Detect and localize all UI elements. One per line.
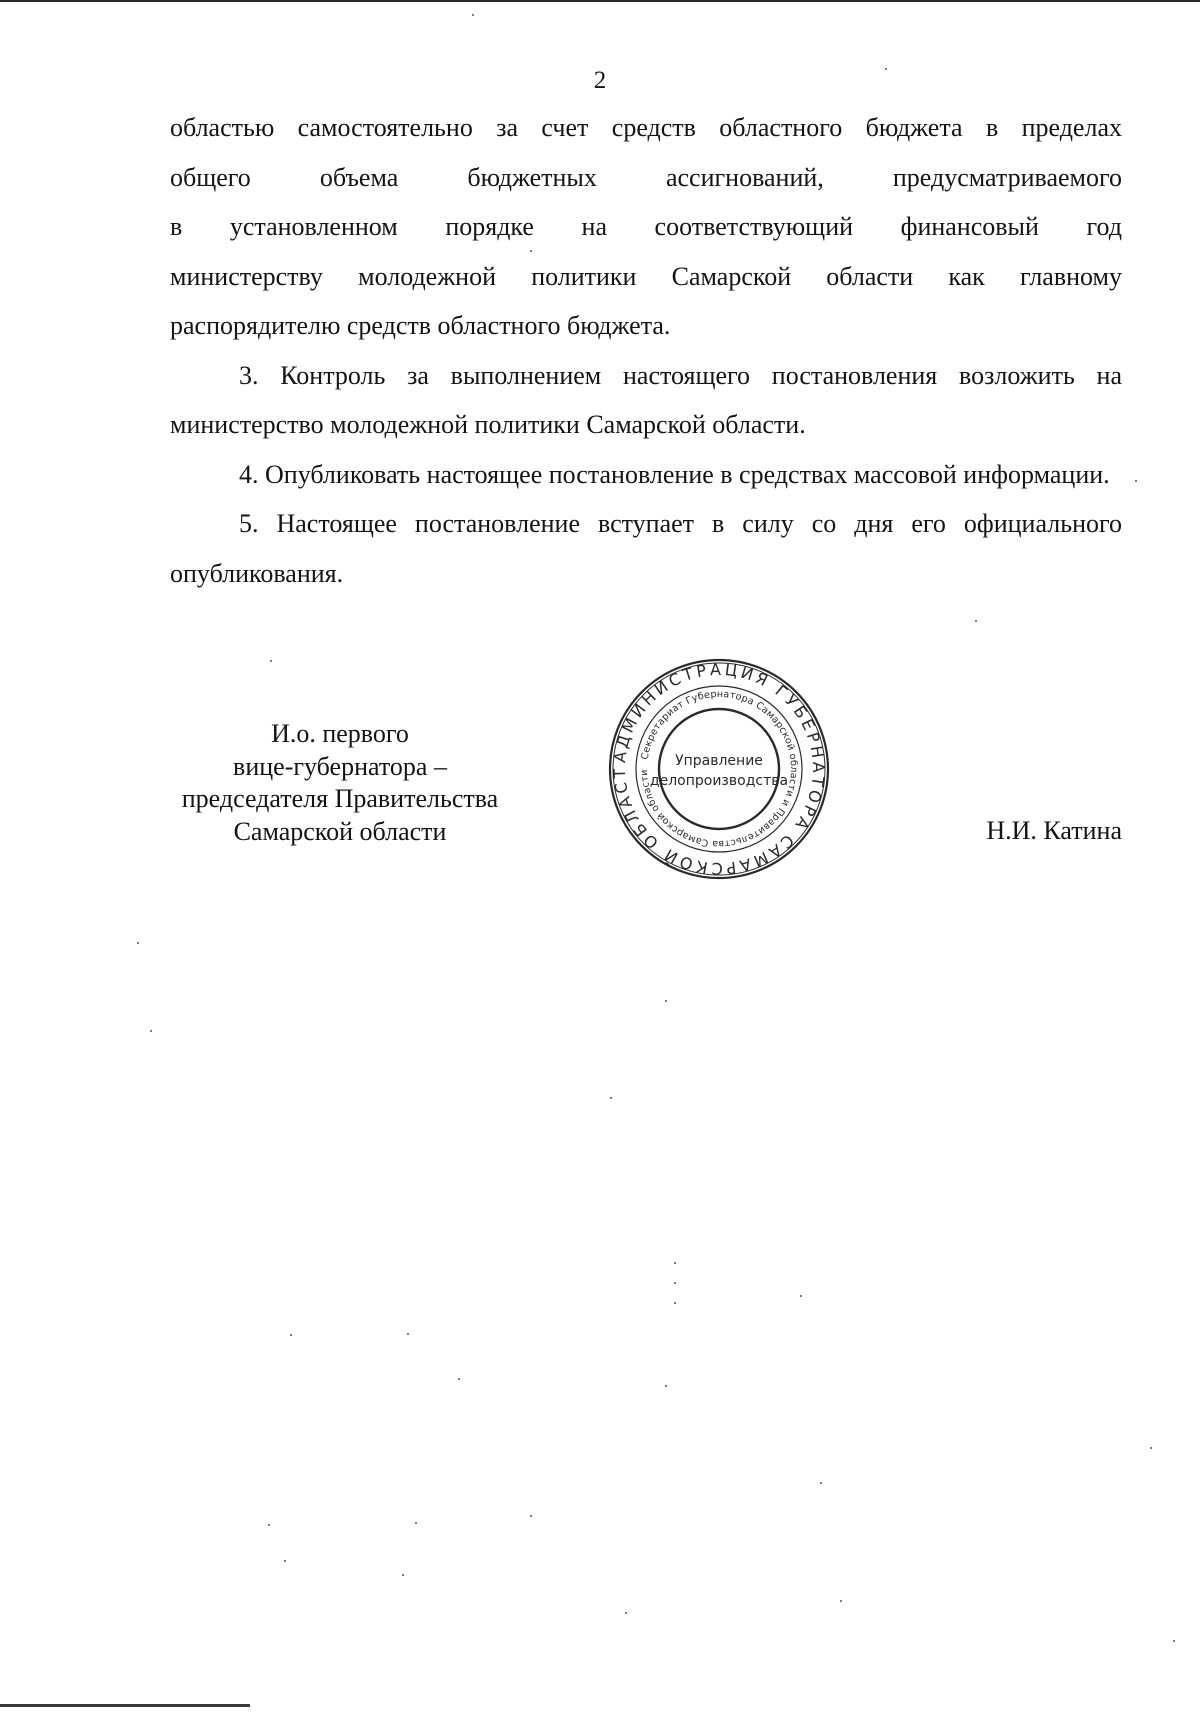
stamp-middle-ring-text: Секретариат Губернатора Самарской области и Правительства Самарской области xyxy=(638,688,800,850)
scan-speck xyxy=(407,1333,409,1335)
scan-speck xyxy=(402,1574,404,1576)
scan-speck xyxy=(885,68,887,70)
scan-speck xyxy=(820,1482,822,1484)
scan-speck xyxy=(1173,1640,1175,1642)
scan-speck xyxy=(270,660,272,662)
signatory-title xyxy=(150,718,530,848)
page-number: 2 xyxy=(593,67,607,94)
scan-speck xyxy=(674,1302,676,1304)
scan-speck xyxy=(975,620,977,622)
signatory-title-line: вице-губернатора – xyxy=(233,751,447,781)
scan-speck xyxy=(1150,1447,1152,1449)
scan-speck xyxy=(610,1097,612,1099)
scan-speck xyxy=(150,1030,152,1032)
scan-bottom-mark xyxy=(0,1704,250,1707)
official-stamp xyxy=(607,657,831,881)
stamp-center-line-1: Управление xyxy=(675,753,763,769)
stamp-outer-ring-text: АДМИНИСТРАЦИЯ ГУБЕРНАТОРА САМАРСКОЙ ОБЛАСТ xyxy=(609,659,829,879)
scan-speck xyxy=(290,1334,292,1336)
stamp-center-line-2: делопроизводства xyxy=(649,773,789,789)
scan-speck xyxy=(800,1295,802,1297)
scan-speck xyxy=(530,250,532,252)
scan-speck xyxy=(530,1515,532,1517)
stamp-seal-graphic xyxy=(607,657,831,881)
scan-speck xyxy=(415,1522,417,1524)
paragraph-4: 4. Опубликовать настоящее постановление в средствах массовой информации. xyxy=(239,459,1110,489)
scan-speck xyxy=(625,1612,627,1614)
scan-speck xyxy=(665,1000,667,1002)
scan-speck xyxy=(674,1282,676,1284)
paragraph-3: 3. Контроль за выполнением настоящего постановления возложить на министерство молодежной политики Самарской области. xyxy=(170,360,1122,439)
signatory-title-line: председателя Правительства xyxy=(181,784,499,813)
document-body xyxy=(170,103,1122,598)
paragraph-5: 5. Настоящее постановление вступает в силу со дня его официального опубликования. xyxy=(170,509,1122,588)
paragraph-line: областью самостоятельно за счет средств областного бюджета в пределах xyxy=(170,113,1122,142)
stamp-inner-circle xyxy=(659,709,779,829)
scan-speck xyxy=(137,942,139,944)
paragraph-line: в установленном порядке на соответствующий финансовый год xyxy=(170,212,1122,241)
stamp-middle-circle xyxy=(636,686,802,852)
signatory-name: Н.И. Катина xyxy=(986,816,1122,845)
scan-speck xyxy=(1135,480,1137,482)
paragraph-line: общего объема бюджетных ассигнований, предусматриваемого xyxy=(170,162,1122,192)
scan-speck xyxy=(458,1378,460,1380)
signatory-title-line: И.о. первого xyxy=(271,719,409,748)
scan-speck xyxy=(674,1262,676,1264)
scan-speck xyxy=(665,1385,667,1387)
scan-speck xyxy=(472,14,474,16)
paragraph-continuation xyxy=(170,103,1122,351)
scan-top-border xyxy=(0,0,1200,2)
signatory-title-line: Самарской области xyxy=(233,816,447,846)
scan-speck xyxy=(268,1524,270,1526)
scan-speck xyxy=(840,1600,842,1602)
paragraph-line: министерству молодежной политики Самарской области как главному xyxy=(170,261,1122,291)
paragraph-line: распорядителю средств областного бюджета. xyxy=(170,311,671,340)
scan-speck xyxy=(284,1560,286,1562)
